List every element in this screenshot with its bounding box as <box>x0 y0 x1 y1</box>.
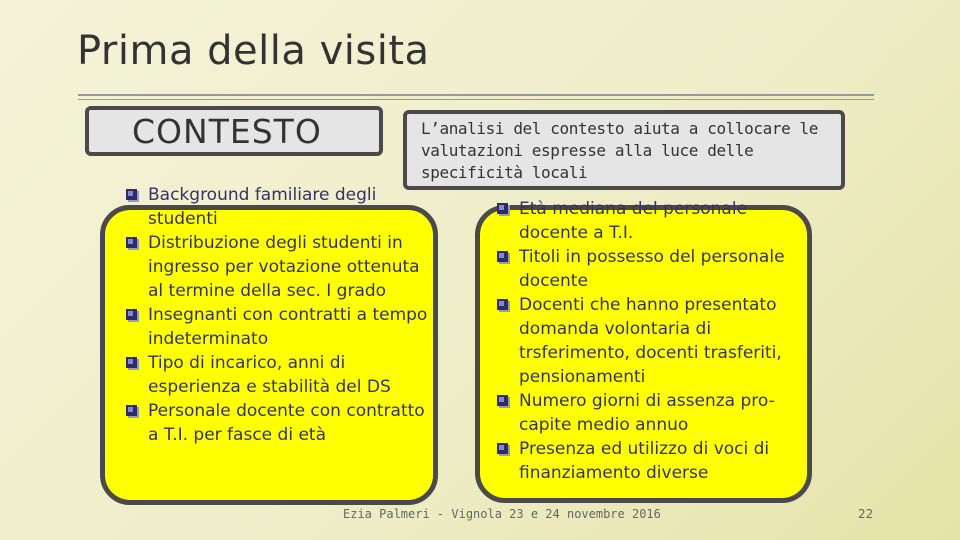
list-item <box>497 293 802 389</box>
square-bullet-icon <box>126 237 137 248</box>
list-item <box>497 389 802 437</box>
square-bullet-icon <box>126 309 137 320</box>
intro-text: L’analisi del contesto aiuta a collocare le valutazioni espresse alla luce delle specificità locali <box>421 119 819 182</box>
list-item-text: Età mediana del personale docente a T.I. <box>519 199 748 243</box>
slide-title: Prima della visita <box>77 28 430 74</box>
title-divider <box>78 94 874 96</box>
list-item-text: Distribuzione degli studenti in ingresso per votazione ottenuta al termine della sec. I grado <box>148 233 420 301</box>
intro-box <box>403 110 845 190</box>
square-bullet-icon <box>497 299 508 310</box>
list-item <box>497 197 802 245</box>
list-item-text: Personale docente con contratto a T.I. per fasce di età <box>148 401 425 445</box>
list-item-text: Docenti che hanno presentato domanda volontaria di trsferimento, docenti trasferiti, pensionamenti <box>519 295 782 387</box>
list-item-text: Background familiare degli studenti <box>148 185 377 229</box>
square-bullet-icon <box>126 405 137 416</box>
list-item <box>126 351 431 399</box>
list-item-text: Titoli in possesso del personale docente <box>519 247 785 291</box>
page-number: 22 <box>858 507 874 521</box>
list-item <box>126 231 431 303</box>
square-bullet-icon <box>126 189 137 200</box>
square-bullet-icon <box>126 357 137 368</box>
square-bullet-icon <box>497 443 508 454</box>
list-item-text: Presenza ed utilizzo di voci di finanziamento diverse <box>519 439 770 483</box>
list-item <box>497 437 802 485</box>
list-item <box>497 245 802 293</box>
list-item-text: Numero giorni di assenza pro-capite medio annuo <box>519 391 775 435</box>
square-bullet-icon <box>497 395 508 406</box>
list-item-text: Insegnanti con contratti a tempo indeterminato <box>148 305 428 349</box>
left-bullet-list <box>126 183 431 447</box>
list-item-text: Tipo di incarico, anni di esperienza e stabilità del DS <box>148 353 391 397</box>
contesto-label-box <box>85 106 383 156</box>
list-item <box>126 399 431 447</box>
right-bullet-list <box>497 197 802 485</box>
slide-footer: Ezia Palmeri - Vignola 23 e 24 novembre 2016 <box>343 507 661 521</box>
list-item <box>126 183 431 231</box>
square-bullet-icon <box>497 203 508 214</box>
square-bullet-icon <box>497 251 508 262</box>
list-item <box>126 303 431 351</box>
contesto-label: CONTESTO <box>132 112 322 151</box>
title-divider-thin <box>78 99 874 100</box>
